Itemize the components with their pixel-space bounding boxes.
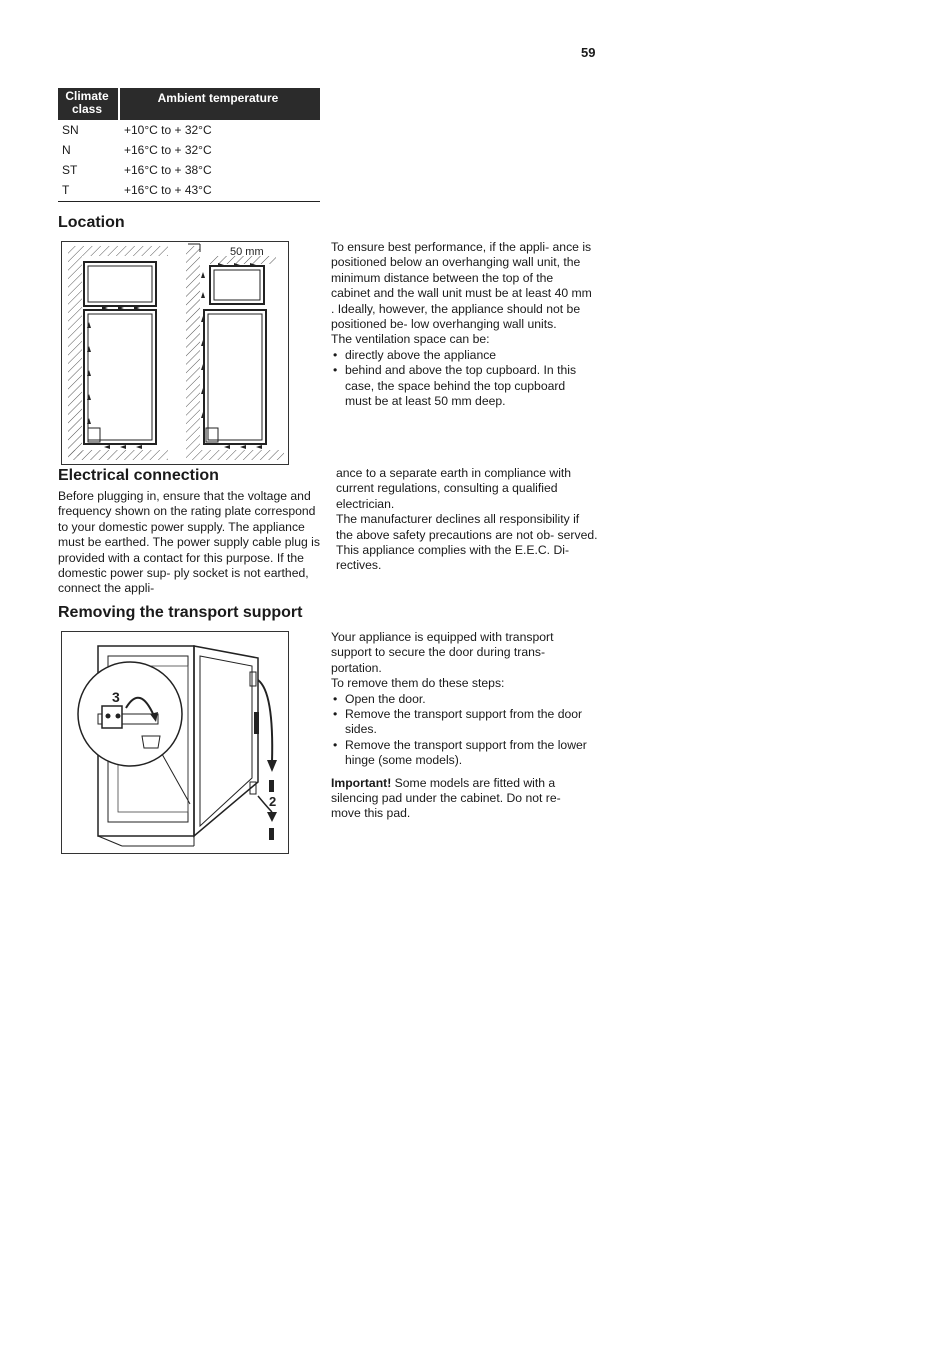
transport-steps-intro: To remove them do these steps: — [331, 676, 505, 691]
table-row — [58, 180, 320, 200]
header-climate-class: Climate class — [65, 89, 109, 116]
electrical-paragraph: Before plugging in, ensure that the voltage and frequency shown on the rating plate correspond to your domestic power supply. The appliance must be earthed. The power supply cable plug is provided with a contact for this purpose. If the domestic power sup- ply socket is not earthed, connect the appli- — [58, 489, 320, 596]
location-text — [331, 240, 593, 409]
header-ambient-temperature: Ambient temperature — [157, 91, 279, 105]
transport-steps-list — [331, 692, 593, 769]
temperature-cell: +10°C to + 32°C — [124, 123, 212, 137]
table-header — [58, 88, 320, 120]
list-item: • Remove the transport support from the lower hinge (some models). — [345, 738, 593, 769]
transport-support-diagram-svg — [62, 632, 288, 853]
electrical-heading — [58, 467, 219, 485]
important-label: Important! — [331, 775, 392, 790]
section-title: Removing the transport support — [58, 604, 303, 621]
page-number: 59 — [581, 45, 596, 60]
electrical-text-left — [58, 489, 321, 597]
location-paragraph: To ensure best performance, if the appli- ance is positioned below an overhanging wall unit, the minimum distance between the top of the cabinet and the wall unit must be at least 40 mm . Ideally, however, the appliance should not be positioned be- low overhanging wall units. — [331, 240, 592, 332]
transport-heading — [58, 604, 302, 622]
location-heading — [58, 214, 125, 232]
climate-class-cell: SN — [62, 123, 79, 137]
ventilation-list — [331, 348, 593, 410]
step-2-label: 2 — [269, 794, 277, 809]
electrical-paragraph: This appliance complies with the E.E.C. Di- rectives. — [336, 543, 570, 573]
list-item: • Open the door. — [345, 692, 593, 707]
temperature-cell: +16°C to + 43°C — [124, 183, 212, 197]
section-title: Electrical connection — [58, 467, 219, 484]
table-row — [58, 120, 320, 140]
electrical-paragraph: ance to a separate earth in compliance with current regulations, consulting a qualified electrician. — [336, 466, 572, 511]
electrical-paragraph: The manufacturer declines all responsibility if the above safety precautions are not ob- served. — [336, 512, 598, 542]
section-title: Location — [58, 214, 125, 231]
list-item: • Remove the transport support from the door sides. — [345, 707, 593, 738]
temperature-cell: +16°C to + 38°C — [124, 163, 212, 177]
important-text: Some models are fitted with a silencing pad under the cabinet. Do not re- move this pad. — [331, 775, 561, 821]
location-diagram-svg — [62, 242, 288, 464]
transport-support-diagram — [61, 631, 289, 854]
table-row — [58, 160, 320, 180]
table-row — [58, 140, 320, 160]
climate-class-table — [58, 88, 320, 200]
step-3-label: 3 — [112, 689, 120, 705]
list-item: • behind and above the top cupboard. In this case, the space behind the top cupboard must be at least 50 mm deep. — [345, 363, 593, 409]
important-note — [331, 776, 593, 822]
temperature-cell: +16°C to + 32°C — [124, 143, 212, 157]
transport-text — [331, 630, 593, 822]
transport-paragraph: Your appliance is equipped with transport support to secure the door during trans- portation. — [331, 630, 554, 675]
location-diagram — [61, 241, 289, 465]
climate-class-cell: ST — [62, 163, 78, 177]
list-item: • directly above the appliance — [345, 348, 593, 363]
electrical-text-right — [336, 466, 598, 574]
gap-label: 50 mm — [230, 246, 264, 258]
climate-class-cell: N — [62, 143, 71, 157]
location-ventilation-intro: The ventilation space can be: — [331, 332, 490, 347]
climate-class-cell: T — [62, 183, 70, 197]
